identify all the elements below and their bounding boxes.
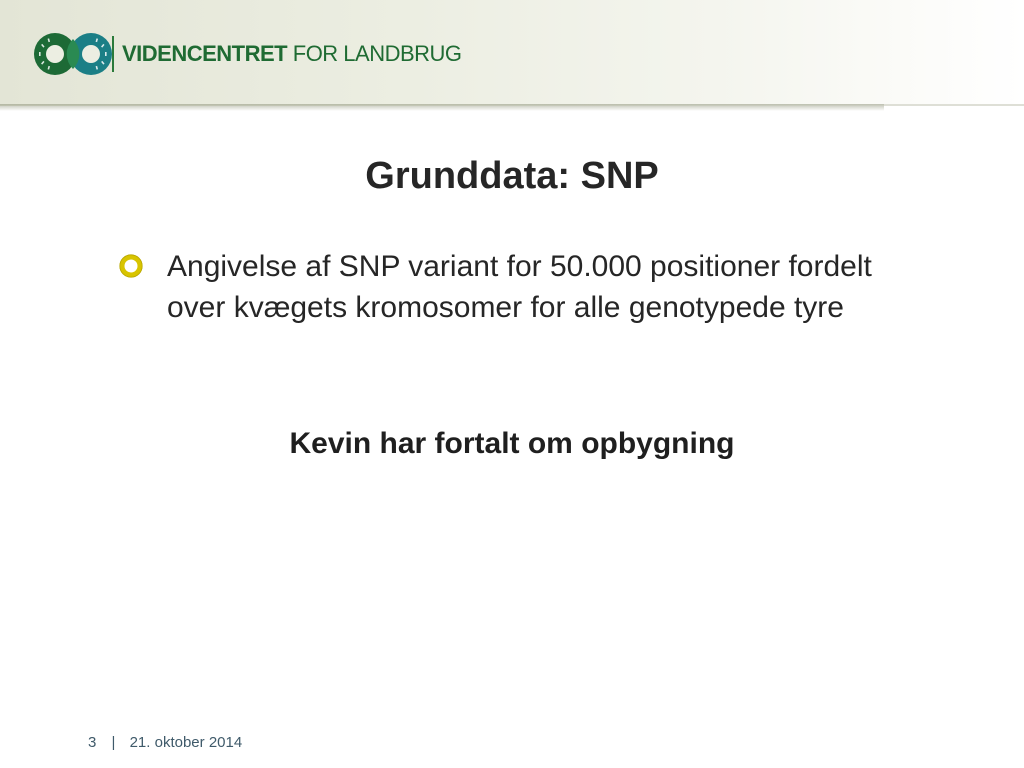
footer-date: 21. oktober 2014 bbox=[129, 734, 243, 751]
bullet-text: Angivelse af SNP variant for 50.000 positioner fordelt over kvægets kromosomer for alle genotypede tyre bbox=[167, 250, 872, 324]
header-rule bbox=[884, 104, 1024, 106]
brand-name bbox=[122, 41, 462, 67]
footer bbox=[88, 734, 242, 752]
page-number: 3 bbox=[88, 734, 97, 751]
brand-name-regular: FOR LANDBRUG bbox=[292, 41, 462, 66]
landbrug-fodevarer-logo bbox=[33, 31, 113, 77]
logo-divider bbox=[112, 36, 114, 72]
slide-title: Grunddata: SNP bbox=[365, 155, 659, 197]
brand-name-bold: VIDENCENTRET bbox=[122, 41, 288, 66]
header-shadow bbox=[0, 104, 884, 111]
footer-separator: | bbox=[111, 734, 116, 751]
subline-text: Kevin har fortalt om opbygning bbox=[289, 427, 735, 460]
yellow-ring-bullet-icon bbox=[119, 254, 143, 278]
